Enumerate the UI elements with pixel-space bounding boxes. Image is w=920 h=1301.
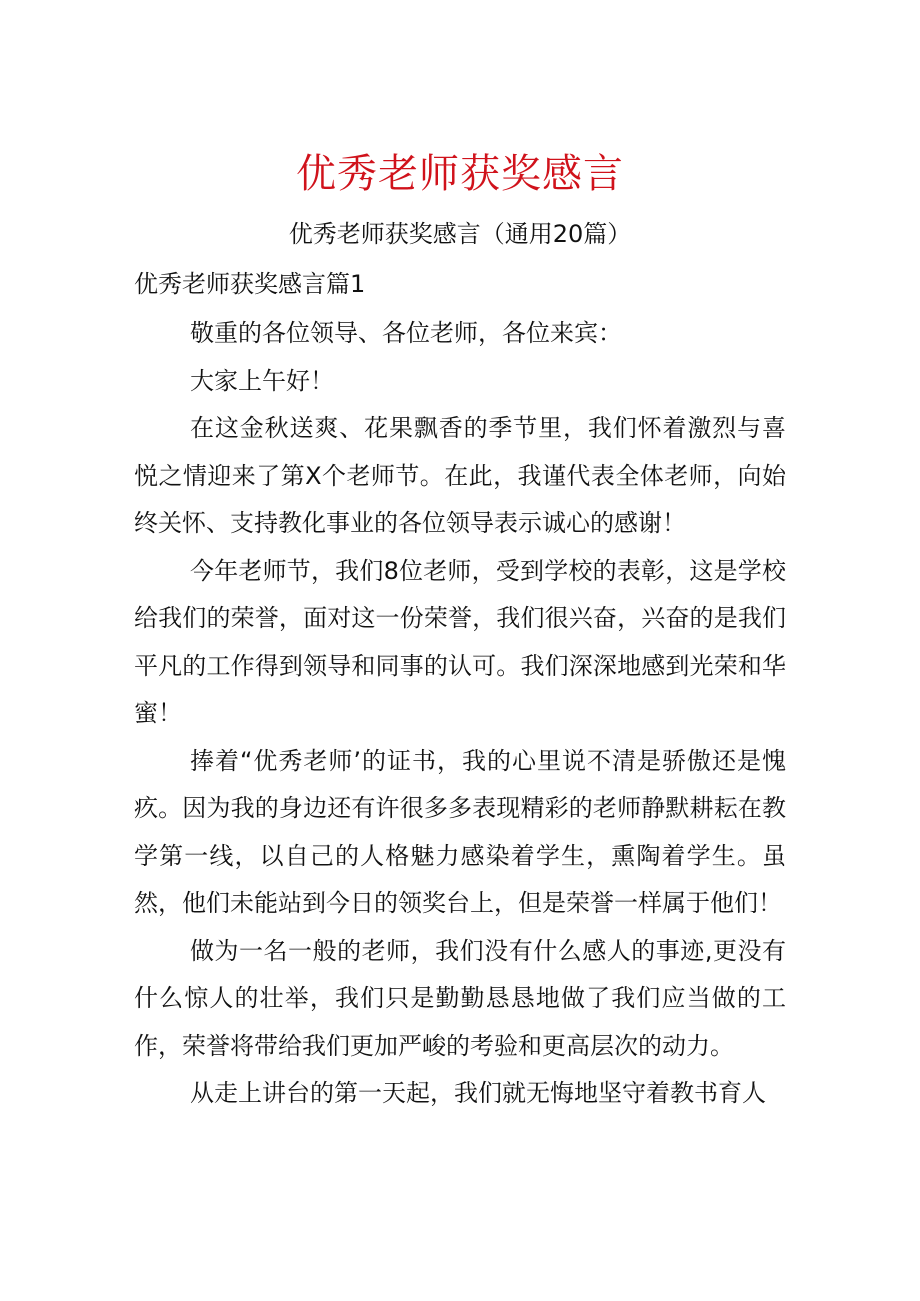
document-title: 优秀老师获奖感言 (296, 151, 624, 197)
section-heading: 优秀老师获奖感言篇1 (134, 270, 366, 298)
paragraph: 今年老师节，我们8位老师，受到学校的表彰，这是学校给我们的荣誉，面对这一份荣誉，我们很兴奋，兴奋的是我们平凡的工作得到领导和同事的认可。我们深深地感到光荣和华蜜！ (134, 556, 786, 727)
paragraph: 从走上讲台的第一天起，我们就无悔地坚守着教书育人 (190, 1079, 766, 1107)
paragraph: 做为一名一般的老师，我们没有什么感人的事迹,更没有什么惊人的壮举，我们只是勤勤恳恳地做了我们应当做的工作，荣誉将带给我们更加严峻的考验和更高层次的动力。 (134, 936, 786, 1060)
document-body (134, 310, 786, 1118)
paragraph: 捧着“优秀老师’的证书，我的心里说不清是骄傲还是愧疚。因为我的身边还有许很多多表现精彩的老师静默耕耘在教学第一线，以自己的人格魅力感染着学生，熏陶着学生。虽然，他们未能站到今日的领奖台上，但是荣誉一样属于他们！ (134, 746, 786, 917)
paragraph-salutation: 敬重的各位领导、各位老师，各位来宾： (190, 319, 622, 347)
paragraph-greeting: 大家上午好！ (190, 366, 334, 395)
document-subtitle: 优秀老师获奖感言（通用20篇） (288, 220, 632, 248)
paragraph: 在这金秋送爽、花果飘香的季节里，我们怀着激烈与喜悦之情迎来了第X个老师节。在此，我谨代表全体老师，向始终关怀、支持教化事业的各位领导表示诚心的感谢！ (134, 414, 786, 537)
